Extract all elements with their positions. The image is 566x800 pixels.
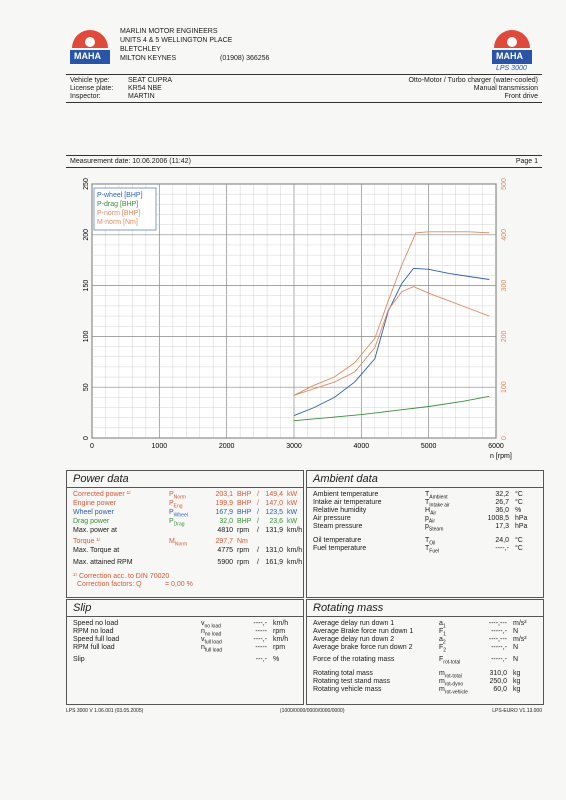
mass-unit: N: [513, 656, 519, 663]
power-sep: /: [257, 559, 259, 566]
symbol-subscript: Intake air: [429, 502, 450, 509]
ambient-value: ----,-: [495, 545, 509, 552]
mass-row: [313, 656, 539, 664]
legend-entry: P-norm [BHP]: [97, 210, 141, 217]
mass-row: [313, 686, 539, 694]
slip-label: Speed full load: [73, 636, 120, 643]
mass-row: [313, 636, 539, 644]
power-value-1: 203,1: [215, 491, 233, 498]
power-sep: /: [257, 518, 259, 525]
symbol-letter: v: [201, 636, 205, 643]
power-row: [73, 547, 303, 555]
power-unit-1: rpm: [237, 559, 250, 566]
slip-unit: km/h: [273, 636, 289, 643]
symbol-letter: a: [439, 636, 443, 643]
mass-label: Average delay run down 2: [313, 636, 395, 643]
mass-value: 250,0: [489, 678, 507, 685]
symbol-letter: T: [425, 545, 430, 552]
slip-value: -----: [255, 644, 267, 651]
mass-unit: m/s²: [513, 636, 527, 643]
logo-right-text: MAHA: [496, 51, 523, 61]
y-right-tick-label: 500: [501, 178, 508, 190]
symbol-letter: T: [425, 499, 430, 506]
mass-value: -----,-: [491, 656, 507, 663]
power-unit-2: kW: [287, 500, 298, 507]
y-right-tick-label: 100: [501, 381, 508, 394]
correction-factors: [73, 581, 299, 589]
report-sheet: [62, 18, 546, 714]
y-right-tick-label: 300: [501, 279, 508, 292]
vehicle-divider: [66, 102, 542, 103]
ambient-label: Ambient temperature: [313, 491, 379, 498]
symbol-letter: a: [439, 620, 443, 627]
footer-code: (1000/0000/0000/0000/0000): [280, 708, 345, 714]
slip-label: Slip: [73, 656, 85, 663]
company-line-4: MILTON KEYNES: [120, 55, 177, 62]
symbol-subscript: 1: [443, 631, 447, 638]
correction-factors-value: = 0,00 %: [165, 581, 193, 588]
ambient-row: [313, 507, 539, 515]
symbol: [439, 656, 460, 666]
ambient-row: [313, 499, 539, 507]
slip-unit: %: [273, 656, 280, 663]
power-value-1: 199,9: [215, 500, 233, 507]
company-line-1: MARLIN MOTOR ENGINEERS: [120, 28, 218, 35]
power-row: [73, 500, 299, 508]
symbol-subscript: Norm: [173, 494, 186, 501]
symbol-letter: F: [439, 644, 444, 651]
ambient-data-title: Ambient data: [307, 471, 543, 488]
power-unit-1: BHP: [237, 500, 252, 507]
mass-unit: kg: [513, 686, 521, 693]
mass-row: [313, 644, 539, 652]
slip-label: Speed no load: [73, 620, 119, 627]
y-right-tick-label: 200: [501, 330, 508, 343]
symbol-subscript: 2: [443, 647, 447, 654]
slip-value: ----,-: [253, 620, 267, 627]
mass-value: 310,0: [489, 670, 507, 677]
product-name: LPS 3000: [496, 65, 527, 72]
symbol-letter: n: [201, 628, 205, 635]
rotating-mass-section: [306, 599, 544, 705]
symbol-letter: p: [425, 523, 429, 530]
power-value-1: 5900: [217, 559, 233, 566]
ambient-row: [313, 537, 539, 545]
mass-label: Rotating vehicle mass: [313, 686, 382, 693]
symbol-subscript: Eng: [173, 503, 183, 510]
symbol-subscript: 2: [442, 639, 446, 646]
symbol-letter: H: [425, 507, 431, 514]
power-label: Wheel power: [73, 509, 114, 516]
ambient-unit: °C: [515, 545, 523, 552]
symbol-letter: T: [425, 491, 430, 498]
measurement-divider: [66, 167, 542, 168]
y-left-tick-label: 50: [83, 383, 90, 392]
symbol-subscript: Ambient: [429, 494, 448, 501]
slip-row: [73, 620, 299, 628]
ambient-unit: °C: [515, 537, 523, 544]
inspector-label: Inspector:: [70, 93, 101, 100]
power-value-1: 297,7: [215, 538, 233, 545]
slip-row: [73, 636, 299, 644]
maha-logo-right-icon: [488, 24, 536, 68]
power-unit-1: BHP: [237, 509, 252, 516]
power-unit-2: kW: [287, 509, 298, 516]
y-left-tick-label: 0: [83, 436, 90, 440]
mass-value: 60,0: [493, 686, 507, 693]
symbol-letter: M: [169, 538, 175, 545]
symbol-letter: p: [425, 515, 429, 522]
power-label: Max. attained RPM: [73, 559, 133, 566]
power-unit-1: BHP: [237, 518, 252, 525]
ambient-unit: %: [515, 507, 522, 514]
company-line-3: BLETCHLEY: [120, 46, 161, 53]
power-sep: /: [257, 527, 259, 534]
power-unit-2: km/h: [287, 547, 303, 554]
power-unit-2: km/h: [287, 559, 303, 566]
rotating-mass-title: Rotating mass: [307, 600, 543, 617]
mass-unit: N: [513, 628, 519, 635]
measurement-date: Measurement date: 10.06.2006 (11:42): [70, 158, 191, 165]
power-row: [73, 538, 299, 546]
y-left-tick-label: 150: [83, 279, 90, 292]
ambient-value: 32,2: [495, 491, 509, 498]
ambient-value: 36,0: [495, 507, 509, 514]
slip-section: [66, 599, 304, 705]
power-value-1: 4810: [217, 527, 233, 534]
symbol-letter: T: [425, 537, 430, 544]
power-label: Max. power at: [73, 527, 117, 534]
legend-entry: P-wheel [BHP]: [97, 192, 143, 199]
power-unit-1: rpm: [237, 547, 250, 554]
symbol: [439, 644, 446, 654]
power-sep: /: [257, 547, 259, 554]
x-tick-label: 5000: [420, 443, 437, 450]
slip-unit: rpm: [273, 644, 286, 651]
y-left-tick-label: 100: [83, 330, 90, 343]
inspector: MARTIN: [128, 93, 155, 100]
power-row: [73, 491, 299, 499]
symbol-letter: P: [169, 500, 174, 507]
power-unit-2: kW: [287, 518, 298, 525]
mass-row: [313, 678, 539, 686]
ambient-label: Steam pressure: [313, 523, 363, 530]
symbol-subscript: rot-vehicle: [444, 689, 468, 696]
correction-note: ¹⁾ Correction acc. to DIN 70020: [73, 573, 170, 580]
power-value-2: 149,4: [265, 491, 283, 498]
engine-type: Otto-Motor / Turbo charger (water-cooled): [408, 77, 538, 84]
x-tick-label: 0: [90, 443, 94, 450]
power-value-2: 131,9: [265, 527, 283, 534]
symbol-subscript: full load: [204, 639, 222, 646]
symbol-subscript: 1: [442, 623, 446, 630]
power-row: [73, 559, 303, 567]
ambient-value: 1008,5: [487, 515, 509, 522]
power-sep: /: [257, 500, 259, 507]
power-value-1: 4775: [217, 547, 233, 554]
y-left-tick-label: 200: [83, 228, 90, 241]
footer-euro: LPS-EURO V1.13.000: [492, 708, 542, 714]
symbol: [201, 644, 222, 654]
vehicle-type-label: Vehicle type:: [70, 77, 110, 84]
symbol-subscript: Wheel: [173, 512, 188, 519]
symbol-subscript: Oil: [429, 540, 436, 547]
slip-row: [73, 644, 299, 652]
power-value-2: 123,5: [265, 509, 283, 516]
mass-value: ----,---: [488, 636, 507, 643]
slip-row: [73, 628, 299, 636]
ambient-unit: °C: [515, 499, 523, 506]
power-label: Torque ¹⁾: [73, 538, 101, 545]
ambient-unit: °C: [515, 491, 523, 498]
symbol-subscript: Steam: [428, 526, 444, 533]
symbol-letter: m: [439, 670, 445, 677]
slip-row: [73, 656, 299, 664]
ambient-unit: hPa: [515, 515, 528, 522]
mass-label: Force of the rotating mass: [313, 656, 395, 663]
power-value-2: 23,6: [269, 518, 283, 525]
symbol-subscript: rot-dyno: [444, 681, 464, 688]
power-value-2: 161,9: [265, 559, 283, 566]
power-value-2: 147,0: [265, 500, 283, 507]
power-sep: /: [257, 491, 259, 498]
symbol-letter: m: [439, 686, 445, 693]
vehicle-type: SEAT CUPRA: [128, 77, 173, 84]
power-value-1: 32,0: [219, 518, 233, 525]
company-phone: (01908) 366256: [220, 55, 270, 62]
x-axis-label: n [rpm]: [490, 453, 512, 460]
mass-label: Average brake force run down 2: [313, 644, 413, 651]
power-value-2: 131,0: [265, 547, 283, 554]
slip-label: RPM no load: [73, 628, 114, 635]
legend-entry: M-norm [Nm]: [97, 219, 138, 226]
mass-unit: N: [513, 644, 519, 651]
remarks-divider: [66, 155, 542, 156]
x-tick-label: 1000: [151, 443, 168, 450]
footer-version: LPS 3000 V 1.06.001 (03.05.2005): [66, 708, 144, 714]
symbol-subscript: Drag: [173, 521, 185, 528]
mass-label: Average delay run down 1: [313, 620, 395, 627]
ambient-unit: hPa: [515, 523, 528, 530]
power-label: Corrected power ¹⁾: [73, 491, 131, 498]
symbol-letter: n: [201, 644, 205, 651]
symbol-letter: P: [169, 491, 174, 498]
legend-entry: P-drag [BHP]: [97, 201, 139, 208]
symbol-letter: F: [439, 656, 444, 663]
power-label: Drag power: [73, 518, 110, 525]
mass-label: Average Brake force run down 1: [313, 628, 414, 635]
symbol-subscript: Air: [428, 518, 436, 525]
symbol-letter: F: [439, 628, 444, 635]
power-unit-1: Nm: [237, 538, 248, 545]
ambient-row: [313, 491, 539, 499]
y-right-tick-label: 400: [501, 228, 508, 241]
symbol-letter: m: [439, 678, 445, 685]
symbol: [425, 523, 443, 533]
symbol-subscript: full load: [204, 647, 223, 654]
symbol-subscript: Air: [430, 510, 437, 517]
mass-row: [313, 620, 539, 628]
symbol-subscript: rot-total: [444, 673, 462, 680]
logo-left-text: MAHA: [74, 51, 101, 61]
symbol-subscript: Norm: [174, 541, 188, 548]
ambient-label: Oil temperature: [313, 537, 362, 544]
ambient-data-section: [306, 470, 544, 598]
power-data-title: Power data: [67, 471, 303, 488]
power-unit-1: rpm: [237, 527, 250, 534]
ambient-row: [313, 523, 539, 531]
power-value-1: 167,9: [215, 509, 233, 516]
power-row: [73, 518, 299, 526]
slip-title: Slip: [67, 600, 303, 617]
symbol-letter: v: [201, 620, 205, 627]
license-plate: KR54 NBE: [128, 85, 162, 92]
symbol-subscript: no load: [204, 623, 221, 630]
slip-value: -----: [255, 628, 267, 635]
slip-unit: rpm: [273, 628, 286, 635]
mass-unit: m/s²: [513, 620, 527, 627]
x-tick-label: 6000: [488, 443, 504, 450]
mass-label: Rotating total mass: [313, 670, 373, 677]
mass-unit: kg: [513, 670, 521, 677]
mass-value: -----,-: [491, 644, 507, 651]
mass-unit: kg: [513, 678, 521, 685]
symbol-subscript: no load: [204, 631, 222, 638]
slip-label: RPM full load: [73, 644, 115, 651]
ambient-row: [313, 545, 539, 553]
header-divider: [66, 74, 542, 75]
power-unit-2: km/h: [287, 527, 303, 534]
x-tick-label: 2000: [218, 443, 235, 450]
ambient-label: Relative humidity: [313, 507, 367, 514]
ambient-row: [313, 515, 539, 523]
x-tick-label: 3000: [286, 443, 302, 450]
symbol: [425, 545, 439, 555]
ambient-label: Intake air temperature: [313, 499, 382, 506]
slip-unit: km/h: [273, 620, 289, 627]
power-label: Engine power: [73, 500, 116, 507]
ambient-label: Air pressure: [313, 515, 351, 522]
mass-row: [313, 628, 539, 636]
symbol-letter: P: [169, 509, 174, 516]
transmission: Manual transmission: [473, 85, 538, 92]
slip-value: ----,-: [253, 636, 267, 643]
slip-value: ---,-: [255, 656, 267, 663]
correction-factors-label: Correction factors: Q: [77, 581, 142, 588]
ambient-value: 24,0: [495, 537, 509, 544]
power-torque-chart: [66, 170, 542, 470]
symbol-subscript: Fuel: [429, 548, 440, 555]
y-right-tick-label: 0: [501, 436, 508, 440]
drive-type: Front drive: [504, 93, 538, 100]
power-data-section: [66, 470, 304, 598]
mass-row: [313, 670, 539, 678]
ambient-label: Fuel temperature: [313, 545, 367, 552]
page-number: Page 1: [515, 158, 538, 165]
power-unit-1: BHP: [237, 491, 252, 498]
power-unit-2: kW: [287, 491, 298, 498]
maha-logo-left-icon: [66, 24, 114, 68]
mass-label: Rotating test stand mass: [313, 678, 391, 685]
symbol-letter: P: [169, 518, 174, 525]
symbol-subscript: rot-total: [443, 659, 461, 666]
ambient-value: 26,7: [495, 499, 509, 506]
y-left-tick-label: 250: [83, 178, 90, 190]
power-sep: /: [257, 509, 259, 516]
power-row: [73, 509, 299, 517]
power-label: Max. Torque at: [73, 547, 120, 554]
symbol: [439, 686, 468, 696]
company-line-2: UNITS 4 & 5 WELLINGTON PLACE: [120, 37, 233, 44]
mass-value: -----,-: [491, 628, 507, 635]
mass-value: ----,---: [488, 620, 507, 627]
x-tick-label: 4000: [353, 443, 370, 450]
ambient-value: 17,3: [495, 523, 509, 530]
power-row: [73, 527, 303, 535]
license-plate-label: License plate:: [70, 85, 114, 92]
